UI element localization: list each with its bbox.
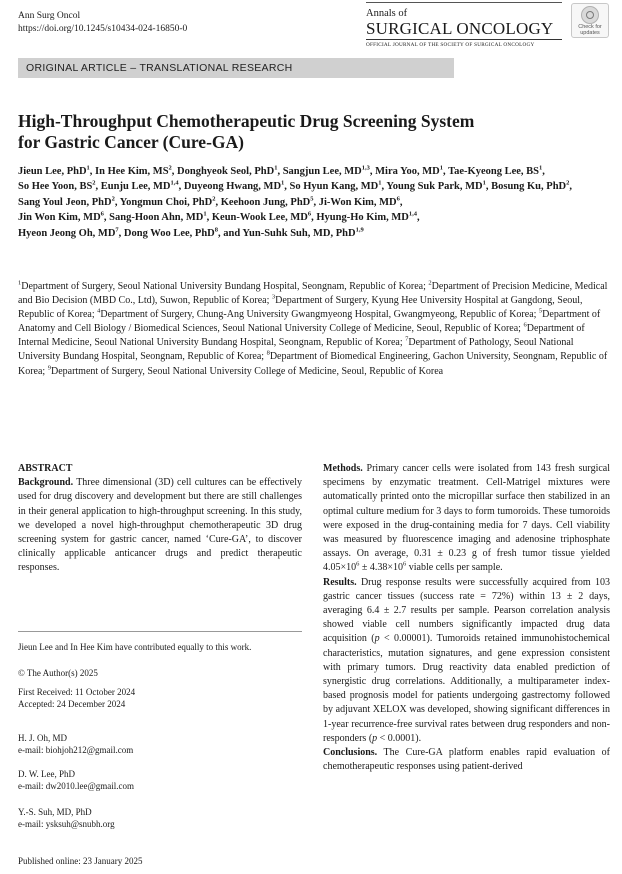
author-name: Bosung Ku, PhD — [491, 181, 567, 193]
author-name: Eunju Lee, MD — [100, 181, 171, 193]
contact-lee — [18, 768, 302, 792]
author-affiliation-mark: 6 — [396, 195, 400, 203]
author-name: Jieun Lee, PhD — [18, 166, 87, 177]
contact-suh — [18, 806, 302, 830]
logo-subtitle: OFFICIAL JOURNAL OF THE SOCIETY OF SURGICAL ONCOLOGY — [366, 42, 535, 48]
logo-title: SURGICAL ONCOLOGY — [366, 20, 562, 40]
affiliation-text: Department of Pathology, Seoul National University Bundang Hospital, Seongnam, Republic of Korea; — [18, 337, 574, 363]
author-entry — [319, 197, 400, 208]
affiliation-number: 7 — [405, 336, 409, 344]
author-entry — [18, 181, 96, 192]
author-entry — [101, 181, 179, 192]
methods-exponent: 6 — [403, 561, 407, 569]
journal-reference — [18, 10, 187, 36]
affiliation-number: 4 — [97, 307, 101, 315]
affiliation-number: 6 — [523, 321, 527, 329]
author-affiliation-mark: 1,4 — [408, 210, 417, 218]
affiliation-text: Department of Surgery, Seoul National University Bundang Hospital, Seongnam, Republic of Korea; — [21, 281, 429, 292]
journal-logo — [366, 8, 562, 48]
author-name: Keehoon Jung, PhD — [220, 196, 311, 208]
author-name: Hyeon Jeong Oh, MD — [18, 227, 116, 239]
affiliation-text: Department of Internal Medicine, Seoul National University Bundang Hospital, Seongnam, Republic of Korea; — [18, 323, 585, 349]
affiliation-text: Department of Precision Medicine, Medical and Bio Decision (MBD Co., Ltd), Suwon, Republic of Korea; — [18, 281, 608, 307]
article-type-banner: ORIGINAL ARTICLE – TRANSLATIONAL RESEARCH — [18, 58, 454, 78]
contact-name: Y.-S. Suh, MD, PhD — [18, 807, 92, 817]
author-affiliation-mark: 1,3 — [361, 164, 370, 172]
affiliation-text: Department of Surgery, Chung-Ang University Gwangmyeong Hospital, Gwangmyeong, Republic of Korea; — [100, 309, 539, 321]
author-name: Yun-Suhk Suh, MD, PhD — [242, 227, 356, 239]
methods-label: Methods. — [323, 463, 363, 474]
author-name: Duyeong Hwang, MD — [183, 181, 282, 193]
author-entry — [283, 166, 370, 177]
author-affiliation-mark: 1 — [203, 210, 207, 218]
abstract-left-column — [18, 462, 302, 576]
article-title — [18, 111, 578, 153]
author-name: Tae-Kyeong Lee, BS — [448, 166, 539, 177]
author-affiliation-mark: 2 — [168, 164, 172, 172]
author-entry — [316, 212, 417, 223]
affiliations — [18, 280, 608, 379]
author-entry — [491, 181, 569, 192]
author-affiliation-mark: 1 — [281, 179, 285, 187]
author-entry — [120, 197, 216, 208]
copyright: © The Author(s) 2025 — [18, 668, 98, 678]
author-name: Donghyeok Seol, PhD — [177, 166, 275, 177]
author-affiliation-mark: 2 — [566, 179, 570, 187]
affiliation-number: 3 — [271, 293, 276, 301]
methods-text-mid: ± 4.38×10 — [359, 562, 404, 574]
affiliation-number: 1 — [18, 279, 22, 287]
abstract-methods — [323, 462, 610, 576]
author-entry — [124, 228, 218, 239]
author-affiliation-mark: 2 — [212, 195, 216, 203]
contact-email[interactable]: e-mail: ysksuh@snubh.org — [18, 819, 115, 829]
author-entry — [184, 181, 284, 192]
author-name: So Hee Yoon, BS — [18, 181, 93, 193]
author-entry — [18, 197, 115, 208]
article-title-line2: for Gastric Cancer (Cure-GA) — [18, 132, 244, 152]
author-affiliation-mark: 8 — [214, 226, 218, 234]
received-date: First Received: 11 October 2024 — [18, 687, 136, 697]
author-entry — [177, 166, 277, 177]
author-affiliation-mark: 2 — [111, 195, 115, 203]
journal-doi[interactable]: https://doi.org/10.1245/s10434-024-16850-0 — [18, 24, 188, 34]
author-affiliation-mark: 1 — [439, 164, 444, 172]
abstract-right-column — [323, 462, 610, 774]
contact-email[interactable]: e-mail: biohjoh212@gmail.com — [18, 745, 134, 755]
author-affiliation-mark: 1 — [86, 164, 90, 172]
author-name: Young Suk Park, MD — [386, 181, 483, 193]
author-name: So Hyun Kang, MD — [289, 181, 379, 193]
affiliation-number: 8 — [266, 350, 270, 358]
author-name: Keun-Wook Lee, MD — [211, 212, 308, 224]
author-affiliation-mark: 1,4 — [170, 179, 179, 187]
results-text: Drug response results were successfully acquired from 103 gastric cancer tissues (success rate = 72%) within 13 ± 2 days, averaging 6.4 ± 2.7 results per sample. Pearson correlation analysis showed viable cell numbers significantly impacted drug data acquisition ( — [323, 576, 610, 645]
contact-name: H. J. Oh, MD — [18, 733, 68, 743]
check-updates-line2: updates — [580, 30, 600, 36]
results-text: < 0.0001). — [377, 732, 422, 744]
affiliation-text: Department of Biomedical Engineering, Gachon University, Seongnam, Republic of Korea; — [18, 351, 608, 377]
author-name: Jin Won Kim, MD — [18, 212, 101, 224]
author-affiliation-mark: 6 — [100, 210, 104, 218]
author-entry — [448, 166, 542, 177]
author-affiliation-mark: 2 — [92, 179, 96, 187]
author-name: Hyung-Ho Kim, MD — [316, 212, 409, 224]
methods-text-end: viable cells per sample. — [406, 562, 503, 574]
author-affiliation-mark: 7 — [115, 226, 119, 234]
check-updates-line1: Check for — [578, 24, 602, 30]
author-affiliation-mark: 1,9 — [355, 226, 364, 234]
author-affiliation-mark: 1 — [538, 164, 543, 172]
affiliation-number: 5 — [538, 307, 543, 315]
author-name: Dong Woo Lee, PhD — [123, 227, 215, 239]
author-affiliation-mark: 6 — [307, 210, 312, 218]
affiliation-text: Department of Anatomy and Cell Biology / Biomedical Sciences, Seoul National University College of Medicine, Seoul, Republic of Korea; — [18, 309, 601, 335]
methods-text: Primary cancer cells were isolated from 143 fresh surgical specimens by enzymatic treatment. Cell-Matrigel mixtures were automatically printed onto the micropillar surface then stabilized in an optimal culture medium for 3 days to form tumoroids. These tumoroids were exposed in the drug-containing media for 7 days. Cell viability was measured by fluorescence imaging and adenosine triphosphate assays. On average, 0.31 ± 0.23 g of fresh tumor tissue yielded 4.05×10 — [323, 463, 610, 574]
p-value-symbol: p — [374, 633, 380, 645]
author-name: In Hee Kim, MS — [95, 166, 169, 177]
author-entry — [386, 181, 486, 192]
background-text: Three dimensional (3D) cell cultures can be effectively used for drug discovery and development but there are still challenges in their general application to high-throughput screening. In this study, we developed a novel high-throughput chemotherapeutic 3D drug screening system for gastric cancer, named ‘Cure-GA’, to discover clinically applicable anticancer drugs and predict therapeutic responses. — [18, 477, 302, 574]
author-entry — [109, 212, 206, 223]
author-affiliation-mark: 1 — [378, 179, 382, 187]
conclusions-label: Conclusions. — [323, 747, 378, 759]
logo-annals: Annals of — [366, 8, 408, 19]
contact-name: D. W. Lee, PhD — [18, 769, 75, 779]
logo-top-rule — [366, 2, 562, 3]
author-entry — [212, 212, 311, 223]
author-name: Sang Youl Jeon, PhD — [18, 196, 112, 208]
background-label: Background. — [18, 477, 74, 489]
affiliation-text: Department of Surgery, Seoul National University College of Medicine, Seoul, Republic of Korea — [50, 365, 444, 377]
abstract-background — [18, 476, 302, 575]
author-name: Yongmun Choi, PhD — [119, 196, 213, 208]
author-entry — [95, 166, 172, 177]
journal-name: Ann Surg Oncol — [18, 11, 81, 21]
footnote-divider — [18, 631, 302, 632]
author-list: Jieun Lee, PhD$^1$, In Hee Kim, $MS^2$, Donghyeok Seol, PhD$^1$, Sangjun Lee, MD$^{1,3}$, Mira Yoo, $MD^1$, Tae-Kyeong Lee, $BS^1$, So Hee Yoon, $BS^2$, Eunju Lee, MD$^{1,4}$, Duyeong Hwang, $MD^1$, So Hyun Kang, $MD^1$, Young Suk Park, $MD^1$, Bosung Ku, PhD$^2$, Sang Youl Jeon, PhD$^2$, Yongmun Choi, PhD$^2$, Keehoon Jung, PhD$^5$, Ji-Won Kim, $MD^6$, Jin Won Kim, $MD^6$, Sang-Hoon Ahn, $MD^1$, Keun-Wook Lee, $MD^6$, Hyung-Ho Kim, MD$^{1,4}$, Hyeon Jeong Oh, $MD^7$, Dong Woo Lee, PhD$^8$, and Yun-Suhk Suh, MD, PhD$^{1,9}$ — [18, 164, 572, 239]
p-value-symbol: p — [372, 732, 378, 744]
author-name: Ji-Won Kim, MD — [318, 196, 397, 208]
affiliation-number: 9 — [47, 364, 51, 372]
abstract-heading: ABSTRACT — [18, 463, 73, 474]
abstract-conclusions — [323, 746, 610, 774]
author-affiliation-mark: 1 — [274, 164, 278, 172]
author-entry — [290, 181, 382, 192]
author-entry — [221, 197, 314, 208]
author-entry — [375, 166, 443, 177]
results-text: < 0.00001). Tumoroids retained immunohistochemical characteristics, mutation signatures, and gene expression consistent with primary tumors. Drug reactivity data enabled prediction of synergistic drug correlations. Additionally, a multiparameter index-based prognosis model for patients undergoing gastrectomy followed by adjuvant XELOX was developed, showing significant differences in 1-year recurrence-free survival rates between drug responders and non-responders ( — [323, 633, 610, 744]
published-online: Published online: 23 January 2025 — [18, 856, 143, 866]
methods-exponent: 6 — [356, 561, 360, 569]
accepted-date: Accepted: 24 December 2024 — [18, 699, 126, 709]
author-name: Mira Yoo, MD — [375, 166, 440, 177]
equal-contribution-note: Jieun Lee and In Hee Kim have contributed equally to this work. — [18, 642, 252, 652]
contact-email[interactable]: e-mail: dw2010.lee@gmail.com — [18, 781, 135, 791]
author-affiliation-mark: 1 — [482, 179, 486, 187]
check-for-updates-button[interactable] — [571, 3, 609, 38]
abstract-results — [323, 576, 610, 746]
author-entry — [18, 166, 90, 177]
author-entry — [18, 212, 104, 223]
article-title-line1: High-Throughput Chemotherapeutic Drug Screening System — [18, 111, 475, 131]
contact-oh — [18, 732, 302, 756]
check-updates-icon — [581, 6, 599, 24]
author-name: Sangjun Lee, MD — [282, 166, 362, 177]
author-entry — [18, 228, 119, 239]
affiliation-number: 2 — [428, 279, 432, 287]
author-name: Sang-Hoon Ahn, MD — [109, 212, 204, 224]
results-label: Results. — [323, 576, 357, 588]
affiliation-text: Department of Surgery, Kyung Hee University Hospital at Gangdong, Seoul, Republic of Korea; — [18, 295, 583, 321]
conclusions-text: The Cure-GA platform enables rapid evaluation of chemotherapeutic responses using patient-derived — [323, 747, 610, 773]
author-affiliation-mark: 5 — [310, 195, 314, 203]
author-entry — [242, 228, 363, 239]
